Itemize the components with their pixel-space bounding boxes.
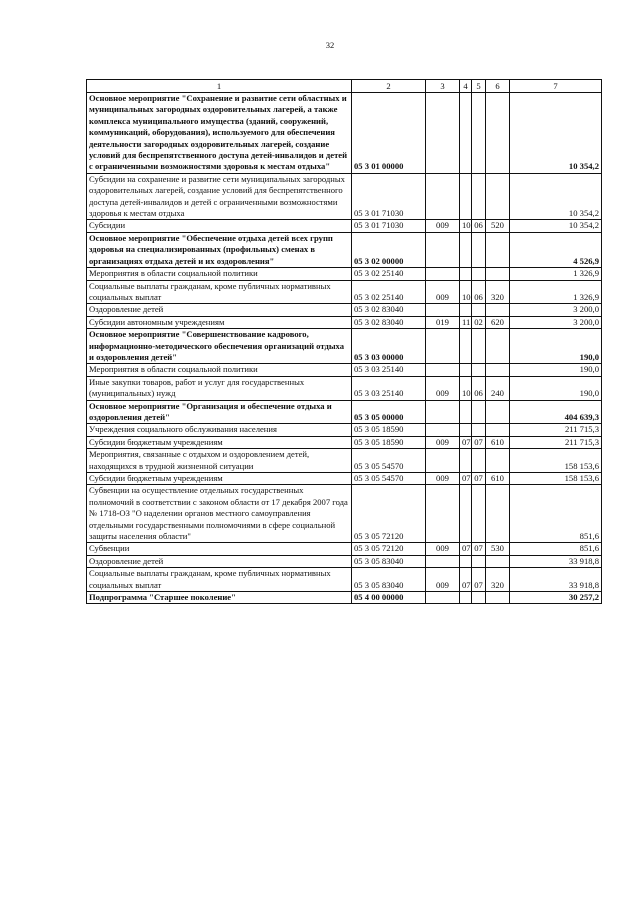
column-header: 4: [460, 80, 472, 93]
row-name-cell: Иные закупки товаров, работ и услуг для государственных (муниципальных) нужд: [87, 376, 352, 400]
table-header-row: [87, 80, 602, 93]
row-code-cell: 05 3 05 83040: [352, 568, 426, 592]
row-sum-cell: 190,0: [510, 329, 602, 364]
row-section-cell: 07: [460, 436, 472, 448]
table-row: [87, 473, 602, 485]
row-name-cell: Социальные выплаты гражданам, кроме публичных нормативных социальных выплат: [87, 568, 352, 592]
row-name-cell: Субсидии бюджетным учреждениям: [87, 473, 352, 485]
row-expense-type-cell: [486, 304, 510, 316]
row-subsection-cell: [472, 173, 486, 220]
table-row: [87, 364, 602, 376]
row-sum-cell: 211 715,3: [510, 424, 602, 436]
table-row: [87, 316, 602, 328]
row-ministry-cell: [426, 592, 460, 604]
row-section-cell: [460, 364, 472, 376]
row-name-cell: Субвенции: [87, 543, 352, 555]
row-expense-type-cell: [486, 329, 510, 364]
row-name-cell: Основное мероприятие "Совершенствование кадрового, информационно-методического обеспечения организаций отдыха и оздоровления детей": [87, 329, 352, 364]
row-expense-type-cell: 610: [486, 473, 510, 485]
row-code-cell: 05 3 02 25140: [352, 268, 426, 280]
row-ministry-cell: 019: [426, 316, 460, 328]
row-section-cell: [460, 592, 472, 604]
row-name-cell: Мероприятия в области социальной политики: [87, 364, 352, 376]
row-section-cell: [460, 232, 472, 267]
row-code-cell: 05 3 05 18590: [352, 436, 426, 448]
column-header: 5: [472, 80, 486, 93]
row-ministry-cell: [426, 304, 460, 316]
row-name-cell: Мероприятия в области социальной политики: [87, 268, 352, 280]
row-code-cell: 05 3 03 00000: [352, 329, 426, 364]
row-section-cell: 07: [460, 568, 472, 592]
table-row: [87, 592, 602, 604]
row-code-cell: 05 3 05 72120: [352, 485, 426, 543]
table-row: [87, 436, 602, 448]
table-row: [87, 568, 602, 592]
table-row: [87, 555, 602, 567]
table-row: [87, 376, 602, 400]
row-sum-cell: 10 354,2: [510, 220, 602, 232]
table-row: [87, 220, 602, 232]
row-name-cell: Субсидии бюджетным учреждениям: [87, 436, 352, 448]
row-name-cell: Субсидии: [87, 220, 352, 232]
row-expense-type-cell: [486, 449, 510, 473]
row-sum-cell: 33 918,8: [510, 555, 602, 567]
row-subsection-cell: 02: [472, 316, 486, 328]
row-subsection-cell: [472, 268, 486, 280]
row-subsection-cell: [472, 329, 486, 364]
row-subsection-cell: [472, 555, 486, 567]
row-section-cell: 10: [460, 280, 472, 304]
row-sum-cell: 33 918,8: [510, 568, 602, 592]
row-code-cell: 05 4 00 00000: [352, 592, 426, 604]
row-ministry-cell: 009: [426, 436, 460, 448]
row-name-cell: Основное мероприятие "Организация и обеспечение отдыха и оздоровления детей": [87, 400, 352, 424]
table-row: [87, 93, 602, 174]
table-row: [87, 232, 602, 267]
row-name-cell: Основное мероприятие "Обеспечение отдыха детей всех групп здоровья на специализированных (профильных) сменах в организациях отдыха детей и их оздоровления": [87, 232, 352, 267]
row-ministry-cell: [426, 232, 460, 267]
row-ministry-cell: [426, 173, 460, 220]
row-ministry-cell: [426, 364, 460, 376]
row-code-cell: 05 3 05 54570: [352, 449, 426, 473]
row-ministry-cell: [426, 424, 460, 436]
row-subsection-cell: [472, 232, 486, 267]
row-section-cell: 11: [460, 316, 472, 328]
table-row: [87, 485, 602, 543]
row-section-cell: 10: [460, 220, 472, 232]
row-name-cell: Основное мероприятие "Сохранение и развитие сети областных и муниципальных загородных оздоровительных лагерей, а также комплекса муниципального имущества (зданий, сооружений, коммуникаций, оборудования), используемого для обеспечения деятельности загородных оздоровительных лагерей, создание условий для беспрепятственного доступа детей-инвалидов и детей с ограниченными возможностями здоровья к местам отдыха": [87, 93, 352, 174]
row-expense-type-cell: 620: [486, 316, 510, 328]
row-section-cell: [460, 400, 472, 424]
row-expense-type-cell: 610: [486, 436, 510, 448]
table-row: [87, 173, 602, 220]
row-subsection-cell: 07: [472, 543, 486, 555]
row-subsection-cell: [472, 400, 486, 424]
row-ministry-cell: [426, 485, 460, 543]
row-ministry-cell: [426, 555, 460, 567]
row-code-cell: 05 3 01 71030: [352, 173, 426, 220]
row-sum-cell: 1 326,9: [510, 280, 602, 304]
row-section-cell: [460, 485, 472, 543]
row-subsection-cell: [472, 304, 486, 316]
row-subsection-cell: [472, 364, 486, 376]
row-expense-type-cell: [486, 364, 510, 376]
row-ministry-cell: 009: [426, 568, 460, 592]
row-name-cell: Субвенции на осуществление отдельных государственных полномочий в соответствии с законом области от 17 декабря 2007 года № 1718-ОЗ "О наделении органов местного самоуправления отдельными государственными полномочиями в сфере социальной защиты населения области": [87, 485, 352, 543]
row-sum-cell: 158 153,6: [510, 473, 602, 485]
column-header: 2: [352, 80, 426, 93]
row-ministry-cell: 009: [426, 280, 460, 304]
row-sum-cell: 211 715,3: [510, 436, 602, 448]
table-row: [87, 304, 602, 316]
row-code-cell: 05 3 05 72120: [352, 543, 426, 555]
row-code-cell: 05 3 02 00000: [352, 232, 426, 267]
row-code-cell: 05 3 05 83040: [352, 555, 426, 567]
row-ministry-cell: [426, 268, 460, 280]
row-section-cell: [460, 449, 472, 473]
row-subsection-cell: 07: [472, 436, 486, 448]
table-row: [87, 280, 602, 304]
row-expense-type-cell: [486, 424, 510, 436]
page-number: 32: [325, 40, 335, 50]
row-ministry-cell: 009: [426, 220, 460, 232]
row-section-cell: [460, 555, 472, 567]
table-row: [87, 543, 602, 555]
row-name-cell: Мероприятия, связанные с отдыхом и оздоровлением детей, находящихся в трудной жизненной ситуации: [87, 449, 352, 473]
row-code-cell: 05 3 01 00000: [352, 93, 426, 174]
row-section-cell: [460, 329, 472, 364]
row-section-cell: 07: [460, 473, 472, 485]
row-code-cell: 05 3 05 54570: [352, 473, 426, 485]
row-code-cell: 05 3 05 18590: [352, 424, 426, 436]
row-code-cell: 05 3 03 25140: [352, 364, 426, 376]
row-expense-type-cell: 240: [486, 376, 510, 400]
row-ministry-cell: [426, 400, 460, 424]
row-expense-type-cell: [486, 232, 510, 267]
table-row: [87, 424, 602, 436]
row-subsection-cell: 07: [472, 568, 486, 592]
row-subsection-cell: 06: [472, 220, 486, 232]
column-header: 3: [426, 80, 460, 93]
column-header: 6: [486, 80, 510, 93]
row-subsection-cell: [472, 485, 486, 543]
row-ministry-cell: 009: [426, 376, 460, 400]
row-expense-type-cell: [486, 268, 510, 280]
row-ministry-cell: [426, 329, 460, 364]
table-row: [87, 329, 602, 364]
row-name-cell: Субсидии автономным учреждениям: [87, 316, 352, 328]
row-expense-type-cell: [486, 93, 510, 174]
row-expense-type-cell: [486, 592, 510, 604]
row-code-cell: 05 3 02 83040: [352, 304, 426, 316]
row-code-cell: 05 3 03 25140: [352, 376, 426, 400]
row-ministry-cell: [426, 449, 460, 473]
row-section-cell: [460, 268, 472, 280]
row-expense-type-cell: [486, 555, 510, 567]
row-sum-cell: 3 200,0: [510, 304, 602, 316]
row-sum-cell: 190,0: [510, 376, 602, 400]
column-header: 1: [87, 80, 352, 93]
row-sum-cell: 10 354,2: [510, 173, 602, 220]
row-name-cell: Оздоровление детей: [87, 304, 352, 316]
row-sum-cell: 190,0: [510, 364, 602, 376]
row-name-cell: Оздоровление детей: [87, 555, 352, 567]
row-ministry-cell: 009: [426, 543, 460, 555]
row-code-cell: 05 3 05 00000: [352, 400, 426, 424]
row-expense-type-cell: [486, 400, 510, 424]
row-name-cell: Социальные выплаты гражданам, кроме публичных нормативных социальных выплат: [87, 280, 352, 304]
row-ministry-cell: 009: [426, 473, 460, 485]
row-name-cell: Субсидии на сохранение и развитие сети муниципальных загородных оздоровительных лагерей, создание условий для беспрепятственного доступа детей-инвалидов и детей с ограниченными возможностями здоровья к местам отдыха: [87, 173, 352, 220]
row-expense-type-cell: 530: [486, 543, 510, 555]
row-sum-cell: 30 257,2: [510, 592, 602, 604]
row-ministry-cell: [426, 93, 460, 174]
row-expense-type-cell: [486, 485, 510, 543]
row-sum-cell: 10 354,2: [510, 93, 602, 174]
row-subsection-cell: [472, 449, 486, 473]
row-code-cell: 05 3 02 25140: [352, 280, 426, 304]
row-section-cell: [460, 304, 472, 316]
row-subsection-cell: [472, 592, 486, 604]
row-sum-cell: 4 526,9: [510, 232, 602, 267]
row-expense-type-cell: 320: [486, 280, 510, 304]
row-subsection-cell: 06: [472, 280, 486, 304]
row-subsection-cell: 06: [472, 376, 486, 400]
row-name-cell: Подпрограмма "Старшее поколение": [87, 592, 352, 604]
row-sum-cell: 404 639,3: [510, 400, 602, 424]
row-sum-cell: 158 153,6: [510, 449, 602, 473]
row-subsection-cell: 07: [472, 473, 486, 485]
row-name-cell: Учреждения социального обслуживания населения: [87, 424, 352, 436]
table-row: [87, 400, 602, 424]
table-row: [87, 268, 602, 280]
row-subsection-cell: [472, 424, 486, 436]
row-section-cell: 10: [460, 376, 472, 400]
row-subsection-cell: [472, 93, 486, 174]
row-section-cell: [460, 424, 472, 436]
budget-table: [86, 79, 602, 604]
row-expense-type-cell: 520: [486, 220, 510, 232]
column-header: 7: [510, 80, 602, 93]
row-sum-cell: 851,6: [510, 485, 602, 543]
row-section-cell: [460, 173, 472, 220]
row-expense-type-cell: 320: [486, 568, 510, 592]
row-sum-cell: 851,6: [510, 543, 602, 555]
row-sum-cell: 1 326,9: [510, 268, 602, 280]
row-code-cell: 05 3 01 71030: [352, 220, 426, 232]
row-sum-cell: 3 200,0: [510, 316, 602, 328]
row-section-cell: 07: [460, 543, 472, 555]
table-row: [87, 449, 602, 473]
row-expense-type-cell: [486, 173, 510, 220]
row-code-cell: 05 3 02 83040: [352, 316, 426, 328]
row-section-cell: [460, 93, 472, 174]
